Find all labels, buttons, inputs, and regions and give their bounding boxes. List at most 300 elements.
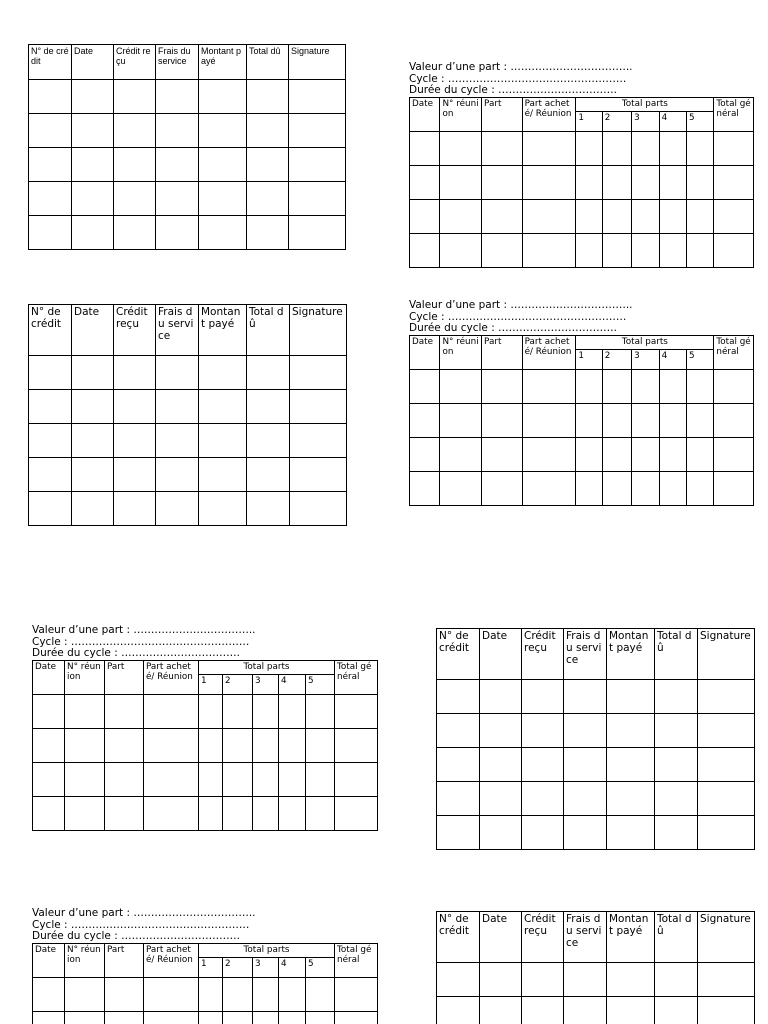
cell[interactable] bbox=[156, 492, 199, 526]
cell[interactable] bbox=[655, 997, 698, 1024]
cell[interactable] bbox=[114, 424, 156, 458]
cell[interactable] bbox=[156, 114, 199, 148]
cell[interactable] bbox=[714, 437, 754, 471]
cell[interactable] bbox=[247, 390, 290, 424]
cell[interactable] bbox=[480, 963, 522, 997]
cell[interactable] bbox=[72, 424, 114, 458]
cell[interactable] bbox=[522, 403, 576, 437]
cell[interactable] bbox=[247, 114, 289, 148]
cell[interactable] bbox=[279, 977, 306, 1011]
cell[interactable] bbox=[199, 728, 223, 762]
header-part: Part bbox=[105, 660, 144, 694]
cell[interactable] bbox=[335, 1011, 378, 1024]
cell[interactable] bbox=[522, 963, 564, 997]
cell[interactable] bbox=[698, 997, 755, 1024]
cell[interactable] bbox=[410, 165, 440, 199]
cell[interactable] bbox=[564, 816, 607, 850]
cell[interactable] bbox=[199, 762, 223, 796]
cell[interactable] bbox=[632, 403, 659, 437]
cell[interactable] bbox=[72, 492, 114, 526]
cell[interactable] bbox=[522, 782, 564, 816]
cell[interactable] bbox=[253, 728, 279, 762]
cell[interactable] bbox=[602, 199, 631, 233]
cell[interactable] bbox=[480, 816, 522, 850]
cell[interactable] bbox=[306, 728, 335, 762]
cell[interactable] bbox=[223, 694, 253, 728]
header-part-achete: Part acheté/ Réunion bbox=[522, 335, 576, 369]
header-credit-recu: Crédit reçu bbox=[114, 305, 156, 356]
cell[interactable] bbox=[335, 762, 378, 796]
cell[interactable] bbox=[522, 233, 576, 267]
valeur-part-line: Valeur d’une part : …………………………….. bbox=[32, 908, 256, 919]
cell[interactable] bbox=[290, 458, 347, 492]
cell[interactable] bbox=[686, 471, 713, 505]
cell[interactable] bbox=[522, 199, 576, 233]
cell[interactable] bbox=[607, 997, 655, 1024]
cell[interactable] bbox=[440, 471, 482, 505]
header-date: Date bbox=[33, 943, 65, 977]
duree-cycle-line: Durée du cycle : ……………………………. bbox=[32, 930, 240, 942]
cell[interactable] bbox=[655, 963, 698, 997]
cell[interactable] bbox=[632, 131, 659, 165]
cell[interactable] bbox=[114, 492, 156, 526]
cell[interactable] bbox=[410, 471, 440, 505]
cell[interactable] bbox=[632, 471, 659, 505]
cell[interactable] bbox=[602, 471, 631, 505]
cell[interactable] bbox=[223, 796, 253, 830]
cell[interactable] bbox=[253, 1011, 279, 1024]
cycle-line: Cycle : …………………………………………… bbox=[409, 310, 627, 323]
table-row bbox=[437, 782, 755, 816]
cell[interactable] bbox=[410, 233, 440, 267]
cell[interactable] bbox=[253, 796, 279, 830]
cell[interactable] bbox=[576, 199, 602, 233]
cell[interactable] bbox=[105, 728, 144, 762]
table-row bbox=[437, 748, 755, 782]
cell[interactable] bbox=[576, 131, 602, 165]
cell[interactable] bbox=[410, 437, 440, 471]
cell[interactable] bbox=[156, 182, 199, 216]
cell[interactable] bbox=[72, 390, 114, 424]
cell[interactable] bbox=[482, 165, 523, 199]
cell[interactable] bbox=[247, 458, 290, 492]
cell[interactable] bbox=[655, 748, 698, 782]
cell[interactable] bbox=[480, 997, 522, 1024]
cell[interactable] bbox=[199, 80, 247, 114]
cell[interactable] bbox=[29, 114, 72, 148]
cell[interactable] bbox=[686, 403, 713, 437]
cell[interactable] bbox=[482, 131, 523, 165]
cell[interactable] bbox=[279, 796, 306, 830]
header-montant-paye: Montant payé bbox=[199, 305, 247, 356]
cell[interactable] bbox=[144, 977, 199, 1011]
cell[interactable] bbox=[156, 356, 199, 390]
cell[interactable] bbox=[65, 762, 105, 796]
cell[interactable] bbox=[655, 714, 698, 748]
cell[interactable] bbox=[247, 148, 289, 182]
cell[interactable] bbox=[686, 233, 713, 267]
header-reunion: N° réunion bbox=[65, 660, 105, 694]
cell[interactable] bbox=[714, 131, 754, 165]
cell[interactable] bbox=[247, 424, 290, 458]
cell[interactable] bbox=[714, 403, 754, 437]
cell[interactable] bbox=[33, 762, 65, 796]
cell[interactable] bbox=[199, 356, 247, 390]
cell[interactable] bbox=[576, 233, 602, 267]
cell[interactable] bbox=[289, 216, 346, 250]
cell[interactable] bbox=[437, 963, 480, 997]
share-table bbox=[409, 335, 754, 506]
cell[interactable] bbox=[29, 356, 72, 390]
cell[interactable] bbox=[437, 714, 480, 748]
cell[interactable] bbox=[253, 762, 279, 796]
cell[interactable] bbox=[698, 816, 755, 850]
cell[interactable] bbox=[632, 165, 659, 199]
cell[interactable] bbox=[105, 977, 144, 1011]
cell[interactable] bbox=[655, 680, 698, 714]
cell[interactable] bbox=[480, 782, 522, 816]
cell[interactable] bbox=[335, 694, 378, 728]
cell[interactable] bbox=[105, 1011, 144, 1024]
cell[interactable] bbox=[247, 492, 290, 526]
cell[interactable] bbox=[440, 131, 482, 165]
cell[interactable] bbox=[199, 424, 247, 458]
cell[interactable] bbox=[29, 148, 72, 182]
cell[interactable] bbox=[144, 1011, 199, 1024]
cell[interactable] bbox=[223, 762, 253, 796]
cell[interactable] bbox=[72, 216, 114, 250]
cell[interactable] bbox=[306, 762, 335, 796]
cell[interactable] bbox=[289, 182, 346, 216]
cell[interactable] bbox=[698, 782, 755, 816]
share-form-block-4 bbox=[32, 908, 378, 1024]
cell[interactable] bbox=[199, 390, 247, 424]
cell[interactable] bbox=[199, 796, 223, 830]
cell[interactable] bbox=[72, 80, 114, 114]
table-row bbox=[410, 165, 754, 199]
cell[interactable] bbox=[253, 694, 279, 728]
cell[interactable] bbox=[105, 796, 144, 830]
cell[interactable] bbox=[659, 131, 686, 165]
cell[interactable] bbox=[72, 356, 114, 390]
share-form-block-1 bbox=[409, 62, 754, 268]
cell[interactable] bbox=[247, 182, 289, 216]
cell[interactable] bbox=[576, 165, 602, 199]
header-sub-3: 3 bbox=[632, 349, 659, 369]
cell[interactable] bbox=[29, 492, 72, 526]
cell[interactable] bbox=[632, 199, 659, 233]
cell[interactable] bbox=[156, 458, 199, 492]
header-total-parts: Total parts bbox=[199, 943, 335, 957]
cell[interactable] bbox=[156, 216, 199, 250]
header-credit-no: N° de crédit bbox=[437, 629, 480, 680]
cell[interactable] bbox=[335, 977, 378, 1011]
cell[interactable] bbox=[156, 424, 199, 458]
header-sub-5: 5 bbox=[686, 349, 713, 369]
cell[interactable] bbox=[72, 148, 114, 182]
cell[interactable] bbox=[632, 233, 659, 267]
header-reunion: N° réunion bbox=[65, 943, 105, 977]
cell[interactable] bbox=[437, 680, 480, 714]
cell[interactable] bbox=[335, 728, 378, 762]
cell[interactable] bbox=[114, 356, 156, 390]
cell[interactable] bbox=[607, 748, 655, 782]
cell[interactable] bbox=[714, 369, 754, 403]
header-signature: Signature bbox=[698, 629, 755, 680]
cell[interactable] bbox=[199, 694, 223, 728]
cell[interactable] bbox=[335, 796, 378, 830]
cell[interactable] bbox=[306, 1011, 335, 1024]
cell[interactable] bbox=[33, 977, 65, 1011]
cell[interactable] bbox=[114, 182, 156, 216]
header-montant-paye: Montant payé bbox=[607, 912, 655, 963]
cell[interactable] bbox=[698, 714, 755, 748]
cell[interactable] bbox=[602, 437, 631, 471]
cell[interactable] bbox=[698, 963, 755, 997]
credit-table-block-2 bbox=[28, 304, 347, 526]
cell[interactable] bbox=[659, 471, 686, 505]
cell[interactable] bbox=[522, 680, 564, 714]
cell[interactable] bbox=[290, 356, 347, 390]
cell[interactable] bbox=[156, 390, 199, 424]
cell[interactable] bbox=[482, 199, 523, 233]
header-sub-3: 3 bbox=[632, 111, 659, 131]
cell[interactable] bbox=[686, 369, 713, 403]
cell[interactable] bbox=[33, 796, 65, 830]
header-sub-4: 4 bbox=[279, 674, 306, 694]
table-row bbox=[437, 816, 755, 850]
cell[interactable] bbox=[564, 782, 607, 816]
cell[interactable] bbox=[199, 216, 247, 250]
cell[interactable] bbox=[114, 390, 156, 424]
cell[interactable] bbox=[632, 437, 659, 471]
cell[interactable] bbox=[440, 437, 482, 471]
cell[interactable] bbox=[289, 80, 346, 114]
cell[interactable] bbox=[659, 199, 686, 233]
cell[interactable] bbox=[247, 356, 290, 390]
cell[interactable] bbox=[655, 816, 698, 850]
cell[interactable] bbox=[607, 680, 655, 714]
cell[interactable] bbox=[306, 977, 335, 1011]
cell[interactable] bbox=[114, 458, 156, 492]
cell[interactable] bbox=[29, 182, 72, 216]
cell[interactable] bbox=[607, 782, 655, 816]
cell[interactable] bbox=[522, 165, 576, 199]
cell[interactable] bbox=[522, 369, 576, 403]
cell[interactable] bbox=[29, 216, 72, 250]
header-montant-paye: Montant payé bbox=[199, 45, 247, 80]
header-frais-service: Frais du service bbox=[564, 912, 607, 963]
cell[interactable] bbox=[686, 165, 713, 199]
cell[interactable] bbox=[440, 165, 482, 199]
cell[interactable] bbox=[114, 216, 156, 250]
cell[interactable] bbox=[72, 458, 114, 492]
cell[interactable] bbox=[698, 748, 755, 782]
header-sub-1: 1 bbox=[576, 349, 602, 369]
table-row bbox=[410, 369, 754, 403]
cell[interactable] bbox=[655, 782, 698, 816]
cell[interactable] bbox=[437, 782, 480, 816]
cell[interactable] bbox=[440, 403, 482, 437]
cell[interactable] bbox=[659, 233, 686, 267]
cell[interactable] bbox=[686, 131, 713, 165]
cell[interactable] bbox=[223, 1011, 253, 1024]
cell[interactable] bbox=[65, 694, 105, 728]
cell[interactable] bbox=[289, 114, 346, 148]
cell[interactable] bbox=[576, 437, 602, 471]
cell[interactable] bbox=[410, 403, 440, 437]
cell[interactable] bbox=[440, 199, 482, 233]
cell[interactable] bbox=[114, 114, 156, 148]
cell[interactable] bbox=[65, 796, 105, 830]
cell[interactable] bbox=[223, 977, 253, 1011]
cell[interactable] bbox=[602, 131, 631, 165]
cell[interactable] bbox=[698, 680, 755, 714]
cell[interactable] bbox=[714, 165, 754, 199]
cell[interactable] bbox=[522, 997, 564, 1024]
cell[interactable] bbox=[482, 403, 523, 437]
cell[interactable] bbox=[410, 199, 440, 233]
cell[interactable] bbox=[29, 424, 72, 458]
cell[interactable] bbox=[199, 182, 247, 216]
cell[interactable] bbox=[522, 131, 576, 165]
cell[interactable] bbox=[564, 680, 607, 714]
cell[interactable] bbox=[199, 1011, 223, 1024]
cell[interactable] bbox=[480, 748, 522, 782]
cell[interactable] bbox=[279, 1011, 306, 1024]
cell[interactable] bbox=[480, 714, 522, 748]
cell[interactable] bbox=[290, 492, 347, 526]
cell[interactable] bbox=[659, 437, 686, 471]
cell[interactable] bbox=[576, 403, 602, 437]
cell[interactable] bbox=[522, 816, 564, 850]
share-table bbox=[32, 943, 378, 1024]
cell[interactable] bbox=[279, 728, 306, 762]
cell[interactable] bbox=[290, 424, 347, 458]
cell[interactable] bbox=[564, 997, 607, 1024]
cell[interactable] bbox=[114, 80, 156, 114]
cell[interactable] bbox=[482, 233, 523, 267]
cell[interactable] bbox=[144, 796, 199, 830]
cell[interactable] bbox=[632, 369, 659, 403]
table-row bbox=[33, 762, 378, 796]
cell[interactable] bbox=[223, 728, 253, 762]
cell[interactable] bbox=[306, 694, 335, 728]
cell[interactable] bbox=[306, 796, 335, 830]
header-date: Date bbox=[72, 45, 114, 80]
cell[interactable] bbox=[114, 148, 156, 182]
cell[interactable] bbox=[714, 471, 754, 505]
cell[interactable] bbox=[607, 963, 655, 997]
cell[interactable] bbox=[437, 997, 480, 1024]
cell[interactable] bbox=[602, 369, 631, 403]
header-part-achete: Part acheté/ Réunion bbox=[144, 660, 199, 694]
cell[interactable] bbox=[156, 148, 199, 182]
cell[interactable] bbox=[437, 748, 480, 782]
cell[interactable] bbox=[564, 748, 607, 782]
cell[interactable] bbox=[105, 762, 144, 796]
cell[interactable] bbox=[480, 680, 522, 714]
cell[interactable] bbox=[279, 762, 306, 796]
cell[interactable] bbox=[522, 748, 564, 782]
cell[interactable] bbox=[576, 369, 602, 403]
cell[interactable] bbox=[33, 1011, 65, 1024]
cell[interactable] bbox=[576, 471, 602, 505]
cell[interactable] bbox=[199, 458, 247, 492]
table-row bbox=[29, 80, 346, 114]
cell[interactable] bbox=[156, 80, 199, 114]
cell[interactable] bbox=[29, 458, 72, 492]
cell[interactable] bbox=[65, 977, 105, 1011]
header-total-general: Total général bbox=[714, 335, 754, 369]
cell[interactable] bbox=[105, 694, 144, 728]
cell[interactable] bbox=[714, 199, 754, 233]
cell[interactable] bbox=[144, 728, 199, 762]
cell[interactable] bbox=[714, 233, 754, 267]
cell[interactable] bbox=[482, 471, 523, 505]
cell[interactable] bbox=[482, 437, 523, 471]
cell[interactable] bbox=[33, 728, 65, 762]
cell[interactable] bbox=[659, 369, 686, 403]
cell[interactable] bbox=[29, 390, 72, 424]
header-sub-4: 4 bbox=[659, 349, 686, 369]
cell[interactable] bbox=[522, 714, 564, 748]
share-form-block-3 bbox=[32, 625, 378, 831]
cell[interactable] bbox=[410, 131, 440, 165]
cell[interactable] bbox=[607, 816, 655, 850]
cell[interactable] bbox=[253, 977, 279, 1011]
cell[interactable] bbox=[602, 403, 631, 437]
cell[interactable] bbox=[72, 114, 114, 148]
cell[interactable] bbox=[440, 233, 482, 267]
cell[interactable] bbox=[33, 694, 65, 728]
cell[interactable] bbox=[199, 114, 247, 148]
cell[interactable] bbox=[440, 369, 482, 403]
cell[interactable] bbox=[144, 762, 199, 796]
cell[interactable] bbox=[522, 437, 576, 471]
table-row bbox=[33, 796, 378, 830]
cell[interactable] bbox=[290, 390, 347, 424]
cell[interactable] bbox=[72, 182, 114, 216]
cell[interactable] bbox=[437, 816, 480, 850]
cell[interactable] bbox=[564, 963, 607, 997]
cell[interactable] bbox=[522, 471, 576, 505]
cell[interactable] bbox=[602, 233, 631, 267]
cell[interactable] bbox=[199, 148, 247, 182]
credit-table-header bbox=[437, 629, 755, 680]
cell[interactable] bbox=[602, 165, 631, 199]
cell[interactable] bbox=[144, 694, 199, 728]
cell[interactable] bbox=[564, 714, 607, 748]
cell[interactable] bbox=[607, 714, 655, 748]
cell[interactable] bbox=[65, 1011, 105, 1024]
cell[interactable] bbox=[482, 369, 523, 403]
cell[interactable] bbox=[289, 148, 346, 182]
cell[interactable] bbox=[279, 694, 306, 728]
cell[interactable] bbox=[686, 437, 713, 471]
cell[interactable] bbox=[65, 728, 105, 762]
header-sub-3: 3 bbox=[253, 674, 279, 694]
cell[interactable] bbox=[199, 492, 247, 526]
cell[interactable] bbox=[659, 403, 686, 437]
cell[interactable] bbox=[686, 199, 713, 233]
cell[interactable] bbox=[247, 216, 289, 250]
cell[interactable] bbox=[410, 369, 440, 403]
cell[interactable] bbox=[199, 977, 223, 1011]
cell[interactable] bbox=[247, 80, 289, 114]
cell[interactable] bbox=[29, 80, 72, 114]
cell[interactable] bbox=[659, 165, 686, 199]
